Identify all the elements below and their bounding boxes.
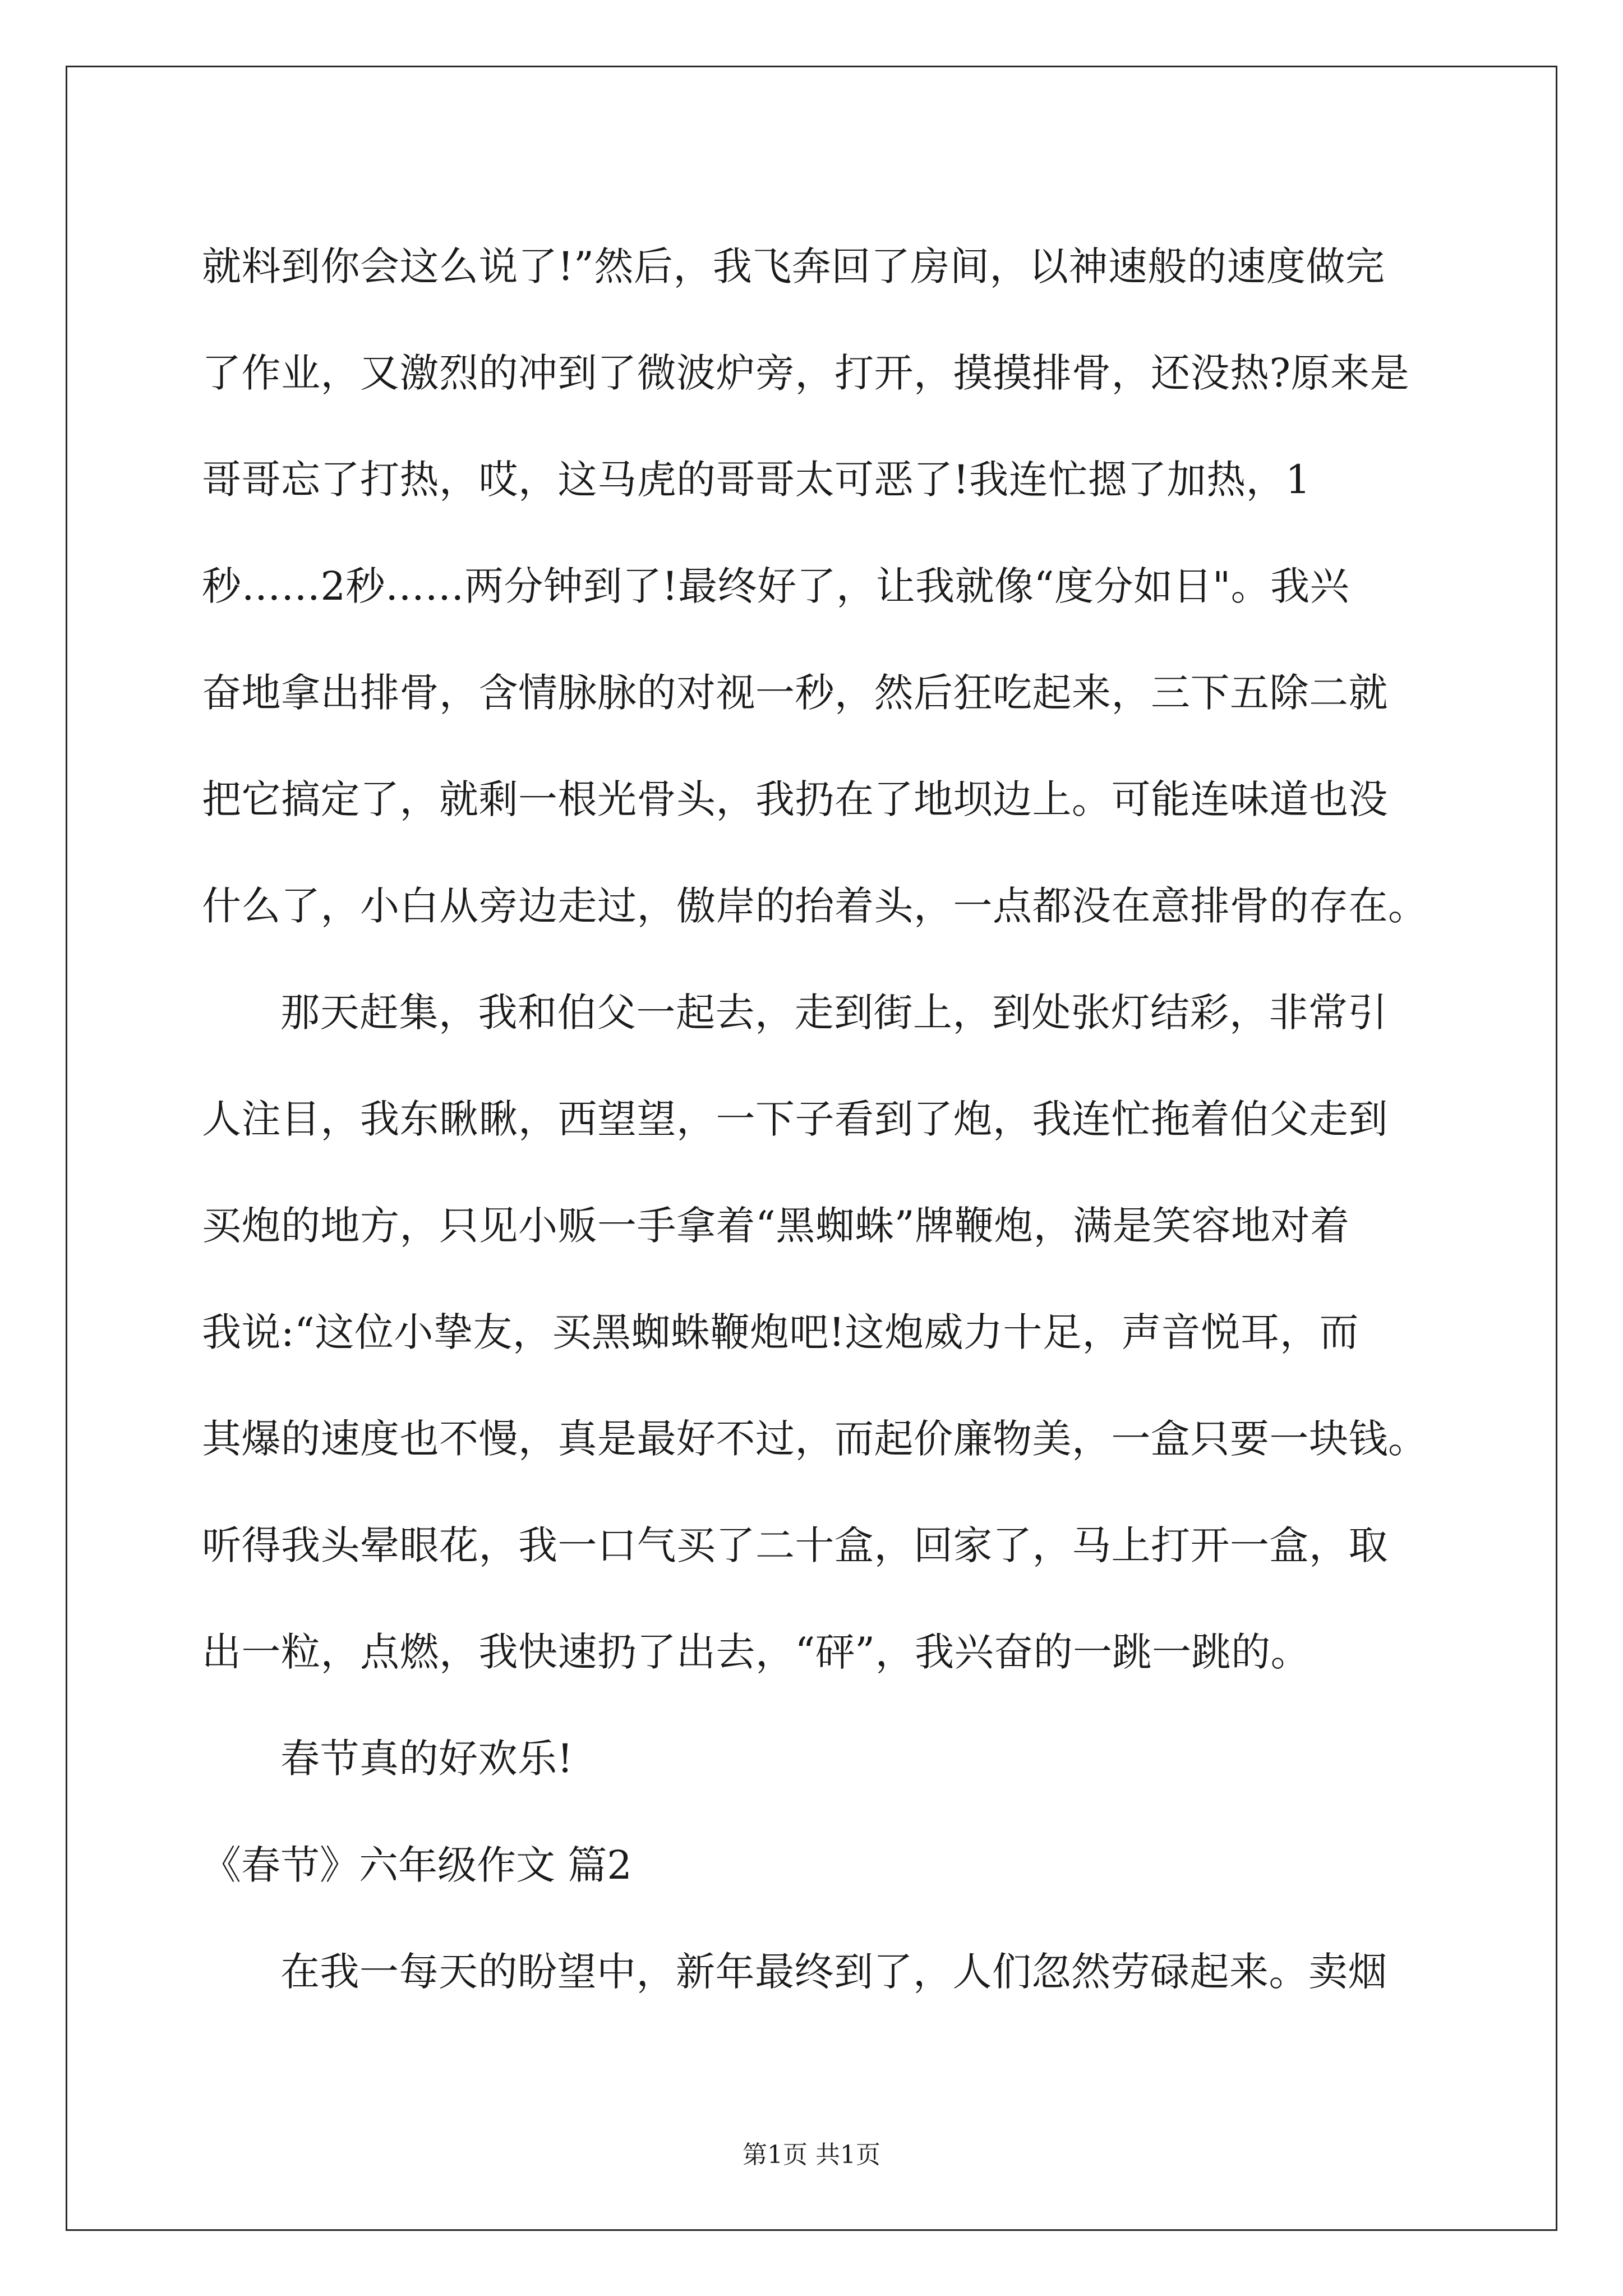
text-line: 了作业，又激烈的冲到了微波炉旁，打开，摸摸排骨，还没热?原来是	[202, 350, 1410, 396]
paragraph-2	[202, 959, 1436, 1705]
text-line: 把它搞定了，就剩一根光骨头，我扔在了地坝边上。可能连味道也没	[202, 776, 1388, 822]
text-line: 我说:“这位小挚友，买黑蜘蛛鞭炮吧!这炮威力十足，声音悦耳，而	[202, 1309, 1359, 1355]
text-line: 其爆的速度也不慢，真是最好不过，而起价廉物美，一盒只要一块钱。	[202, 1416, 1428, 1462]
text-line: 什么了，小白从旁边走过，傲岸的抬着头，一点都没在意排骨的存在。	[202, 883, 1428, 929]
paragraph-3	[202, 1705, 1436, 1812]
text-line: 人注目，我东瞅瞅，西望望，一下子看到了炮，我连忙拖着伯父走到	[202, 1096, 1388, 1142]
paragraph-1	[202, 213, 1436, 959]
text-line: 那天赶集，我和伯父一起去，走到街上，到处张灯结彩，非常引	[280, 990, 1387, 1036]
text-line: 出一粒，点燃，我快速扔了出去，“砰”，我兴奋的一跳一跳的。	[202, 1629, 1311, 1675]
page-footer: 第1页 共1页	[743, 2141, 880, 2169]
text-line: 买炮的地方，只见小贩一手拿着“黑蜘蛛”牌鞭炮，满是笑容地对着	[202, 1203, 1350, 1249]
text-line: 就料到你会这么说了!”然后，我飞奔回了房间，以神速般的速度做完	[202, 243, 1385, 289]
text-line: 在我一每天的盼望中，新年最终到了，人们忽然劳碌起来。卖烟	[280, 1949, 1387, 1995]
text-line: 秒……2秒……两分钟到了!最终好了，让我就像“度分如日"。我兴	[202, 563, 1350, 609]
text-line: 哥哥忘了打热，哎，这马虎的哥哥太可恶了!我连忙摁了加热，1	[202, 457, 1311, 503]
section-heading: 《春节》六年级作文 篇2	[202, 1842, 632, 1888]
text-line: 奋地拿出排骨，含情脉脉的对视一秒，然后狂吃起来，三下五除二就	[202, 670, 1388, 716]
text-line: 听得我头晕眼花，我一口气买了二十盒，回家了，马上打开一盒，取	[202, 1522, 1388, 1568]
paragraph-4	[202, 1918, 1436, 2025]
document-body	[202, 213, 1436, 2025]
text-line: 春节真的好欢乐!	[280, 1736, 574, 1782]
